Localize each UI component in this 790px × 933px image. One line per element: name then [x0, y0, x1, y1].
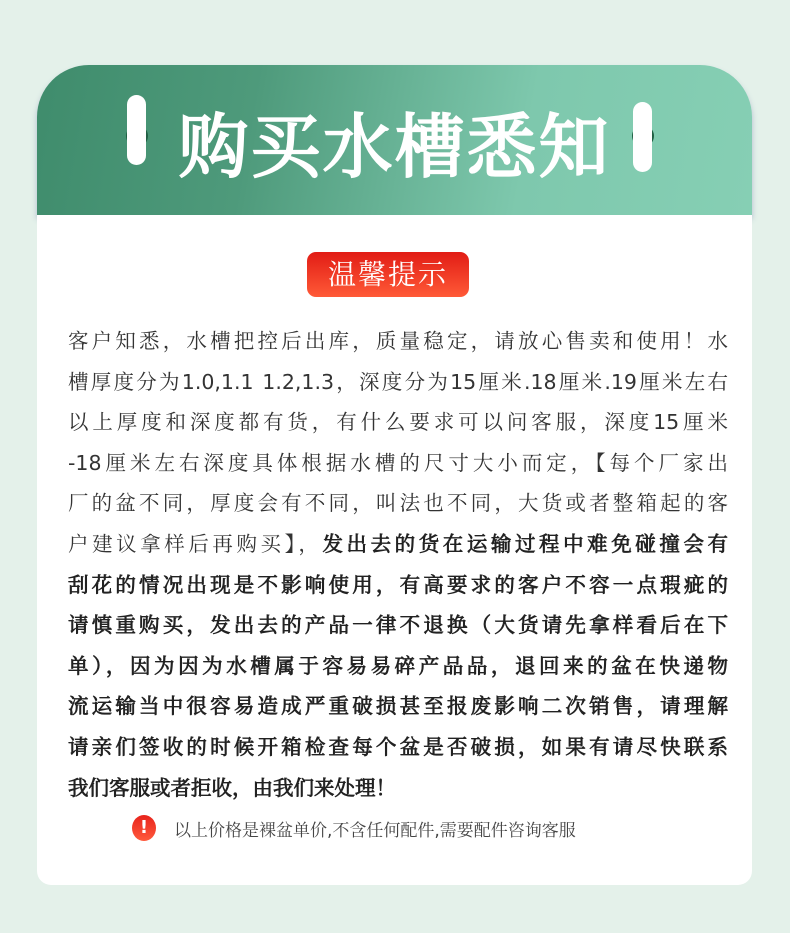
body-line-bold: 请亲们签收的时候开箱检查每个盆是否破损，如果有请尽快联系: [68, 734, 728, 759]
body-line: 以上厚度和深度都有货，有什么要求可以问客服，深度15厘米: [68, 410, 728, 435]
price-note: [132, 815, 576, 841]
body-line: 客户知悉，水槽把控后出库，质量稳定，请放心售卖和使用！水: [68, 329, 728, 353]
header-banner: [37, 65, 752, 215]
tip-badge: 温馨提示: [307, 252, 469, 297]
body-line: 厂的盆不同，厚度会有不同，叫法也不同，大货或者整箱起的客: [68, 491, 728, 516]
warning-icon: !: [132, 815, 156, 841]
body-line-bold: 请慎重购买，发出去的产品一律不退换（大货请先拿样看后在下: [68, 613, 728, 638]
notice-body: [68, 321, 728, 808]
notice-card: [37, 215, 752, 885]
body-line-bold: 流运输当中很容易造成严重破损甚至报废影响二次销售，请理解: [68, 694, 728, 719]
body-line-bold: 我们客服或者拒收，由我们来处理！: [68, 775, 396, 800]
body-text-bold: 发出去的货在运输过程中难免碰撞会有: [322, 531, 729, 556]
body-line-mixed: [68, 524, 728, 565]
body-line-bold: 单），因为因为水槽属于容易易碎产品品，退回来的盆在快递物: [68, 653, 728, 678]
body-line: 槽厚度分为1.0,1.1 1.2,1.3，深度分为15厘米.18厘米.19厘米左右: [68, 369, 728, 394]
body-text: 户建议拿样后再购买】，: [68, 531, 323, 556]
body-line: -18厘米左右深度具体根据水槽的尺寸大小而定，【每个厂家出: [68, 450, 728, 475]
body-line-bold: 刮花的情况出现是不影响使用，有高要求的客户不容一点瑕疵的: [68, 572, 728, 597]
price-note-text: 以上价格是裸盆单价,不含任何配件,需要配件咨询客服: [174, 820, 576, 841]
page-title: 购买水槽悉知: [178, 106, 611, 188]
